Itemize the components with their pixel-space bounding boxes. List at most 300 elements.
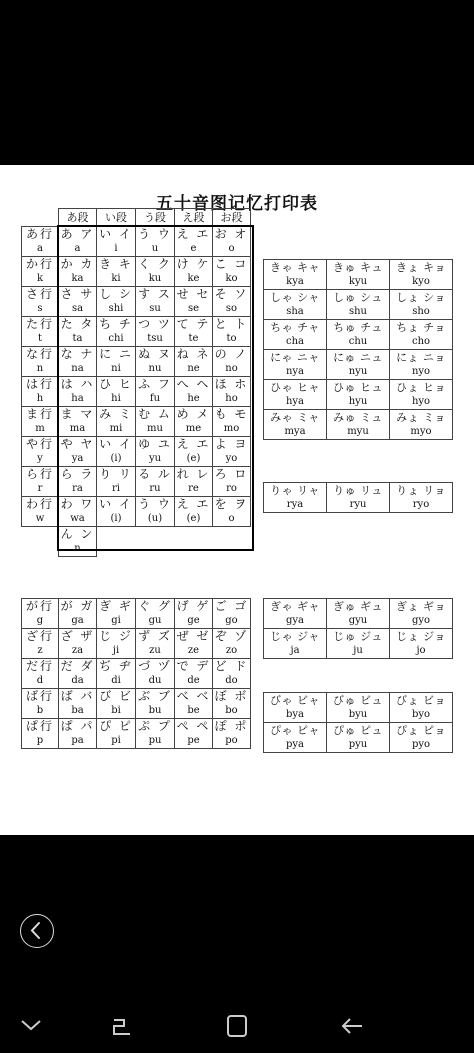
- kana-text: な ナ: [60, 347, 95, 361]
- romaji-text: pa: [71, 735, 84, 746]
- kana-text: きゅ キュ: [333, 261, 383, 274]
- kana-text: き キ: [99, 257, 133, 271]
- kana-cell: [213, 599, 251, 629]
- row-header: [22, 227, 59, 257]
- kana-text: ほ ホ: [214, 377, 249, 391]
- kana-cell: [264, 629, 327, 659]
- romaji-text: su: [149, 303, 161, 314]
- romaji-text: re: [188, 483, 199, 494]
- kana-text: ね ネ: [176, 347, 211, 361]
- kana-text: ち チ: [99, 317, 133, 331]
- kana-text: ま マ: [60, 407, 95, 421]
- kana-text: ひゃ ヒャ: [270, 381, 320, 394]
- kana-cell: [175, 227, 213, 257]
- kana-cell: [390, 483, 453, 513]
- kana-text: にょ ニョ: [396, 351, 446, 364]
- romaji-text: de: [187, 675, 200, 686]
- kana-text: い イ: [99, 497, 133, 511]
- kana-cell: [136, 347, 175, 377]
- romaji-text: ge: [187, 615, 200, 626]
- kana-cell: [59, 689, 97, 719]
- romaji-text: bu: [148, 705, 162, 716]
- kana-text: や行: [25, 437, 54, 451]
- kana-cell: [97, 599, 136, 629]
- row-header: [22, 467, 59, 497]
- romaji-text: (e): [186, 453, 201, 464]
- kana-cell: [175, 467, 213, 497]
- romaji-text: ju: [353, 645, 363, 656]
- kana-cell: [59, 629, 97, 659]
- romaji-text: (i): [110, 453, 122, 464]
- romaji-text: a: [74, 243, 81, 254]
- kana-text: ひょ ヒョ: [396, 381, 446, 394]
- yoon-r-table: [263, 482, 453, 513]
- row-header: [22, 347, 59, 377]
- romaji-text: chu: [348, 336, 368, 347]
- kana-text: ず ズ: [138, 629, 172, 643]
- kana-text: ん ン: [60, 527, 95, 541]
- kana-cell: [390, 260, 453, 290]
- romaji-text: to: [226, 333, 237, 344]
- kana-text: に ニ: [99, 347, 133, 361]
- romaji-text: nya: [285, 366, 305, 377]
- romaji-text: mya: [284, 426, 306, 437]
- table-row: [22, 659, 251, 689]
- kana-cell: [175, 347, 213, 377]
- kana-text: りょ リョ: [396, 484, 446, 497]
- romaji-text: pyo: [411, 739, 431, 750]
- kana-cell: [213, 407, 251, 437]
- kana-text: さ サ: [60, 287, 95, 301]
- kana-text: ぢ ヂ: [99, 659, 133, 673]
- romaji-text: shu: [348, 306, 367, 317]
- kana-cell: [213, 287, 251, 317]
- romaji-text: k: [36, 273, 44, 284]
- row-header: [22, 599, 59, 629]
- kana-text: ぴょ ピョ: [396, 724, 446, 737]
- row-header: [22, 497, 59, 527]
- kana-text: ぶ ブ: [138, 689, 172, 703]
- romaji-text: mo: [223, 423, 240, 434]
- kana-text: お オ: [214, 227, 249, 241]
- romaji-text: zo: [225, 645, 238, 656]
- kana-text: り リ: [99, 467, 133, 481]
- table-row: [22, 377, 251, 407]
- kana-text: しゅ シュ: [333, 291, 383, 304]
- romaji-text: du: [148, 675, 162, 686]
- kana-text: だ行: [25, 659, 54, 673]
- kana-cell: [136, 257, 175, 287]
- kana-text: ざ ザ: [60, 629, 95, 643]
- chevron-down-icon[interactable]: [20, 1018, 42, 1032]
- table-row: [22, 467, 251, 497]
- row-header: [22, 719, 59, 749]
- romaji-text: wa: [70, 513, 85, 524]
- romaji-text: ku: [148, 273, 162, 284]
- romaji-text: ta: [72, 333, 83, 344]
- kana-cell: [264, 483, 327, 513]
- romaji-text: s: [37, 303, 43, 314]
- kana-cell: [390, 290, 453, 320]
- kana-text: ぱ パ: [60, 719, 95, 733]
- kana-cell: [327, 350, 390, 380]
- kana-text: た タ: [60, 317, 95, 331]
- kana-cell: [97, 437, 136, 467]
- kana-cell: [175, 437, 213, 467]
- kana-text: ひゅ ヒュ: [333, 381, 383, 394]
- kana-text: く ク: [138, 257, 172, 271]
- kana-cell: [327, 380, 390, 410]
- kana-cell: [327, 599, 390, 629]
- table-row: [22, 629, 251, 659]
- kana-cell: [59, 347, 97, 377]
- kana-text: ぐ グ: [138, 599, 172, 613]
- column-header: う段: [136, 209, 175, 227]
- kana-cell: [264, 599, 327, 629]
- kana-text: しょ ショ: [396, 291, 446, 304]
- romaji-text: ja: [290, 645, 300, 656]
- kana-text: ば バ: [60, 689, 95, 703]
- back-arrow-icon[interactable]: [340, 1016, 364, 1036]
- romaji-text: ji: [112, 645, 120, 656]
- kana-cell: [213, 497, 251, 527]
- kana-text: う ウ: [138, 227, 172, 241]
- kana-text: ぴゅ ピュ: [333, 724, 383, 737]
- kana-cell: [59, 527, 97, 557]
- kana-cell: [136, 497, 175, 527]
- kana-text: さ行: [25, 287, 54, 301]
- table-row: [264, 320, 453, 350]
- table-row: [22, 407, 251, 437]
- kana-cell: [97, 377, 136, 407]
- yoon-dakuon-table-top: [263, 598, 453, 659]
- kana-cell: [390, 380, 453, 410]
- column-header: お段: [213, 209, 251, 227]
- kana-text: い イ: [99, 227, 133, 241]
- romaji-text: a: [37, 243, 43, 254]
- row-header: [22, 437, 59, 467]
- kana-cell: [175, 719, 213, 749]
- kana-cell: [264, 290, 327, 320]
- romaji-text: zu: [149, 645, 161, 656]
- kana-cell: [59, 497, 97, 527]
- kana-text: ば行: [25, 689, 54, 703]
- kana-text: ちゅ チュ: [333, 321, 383, 334]
- empty-cell: [97, 527, 136, 557]
- kana-cell: [59, 437, 97, 467]
- kana-cell: [97, 689, 136, 719]
- romaji-text: mu: [147, 423, 163, 434]
- romaji-text: nyu: [348, 366, 368, 377]
- empty-cell: [213, 527, 251, 557]
- kana-cell: [59, 407, 97, 437]
- romaji-text: ke: [187, 273, 200, 284]
- kana-cell: [136, 377, 175, 407]
- row-header: [22, 317, 59, 347]
- romaji-text: i: [114, 243, 118, 254]
- romaji-text: yu: [148, 453, 162, 464]
- romaji-text: me: [185, 423, 202, 434]
- kana-cell: [213, 659, 251, 689]
- romaji-text: shi: [108, 303, 124, 314]
- kana-text: む ム: [138, 407, 172, 421]
- back-button[interactable]: [20, 914, 54, 948]
- kana-cell: [97, 407, 136, 437]
- romaji-text: gi: [111, 615, 121, 626]
- kana-cell: [213, 377, 251, 407]
- kana-text: な行: [25, 347, 54, 361]
- kana-text: そ ソ: [214, 287, 249, 301]
- kana-cell: [213, 467, 251, 497]
- romaji-text: hi: [111, 393, 121, 404]
- romaji-text: u: [151, 243, 159, 254]
- kana-text: え エ: [176, 227, 211, 241]
- table-row: [264, 260, 453, 290]
- romaji-text: o: [228, 513, 235, 524]
- kana-text: よ ヨ: [214, 437, 249, 451]
- kana-cell: [175, 287, 213, 317]
- romaji-text: za: [71, 645, 84, 656]
- kana-text: じょ ジョ: [396, 630, 446, 643]
- kana-text: ぼ ボ: [214, 689, 249, 703]
- kana-cell: [97, 629, 136, 659]
- kana-text: か カ: [60, 257, 95, 271]
- table-row: [22, 347, 251, 377]
- kana-text: きょ キョ: [396, 261, 446, 274]
- kana-text: びゃ ビャ: [270, 694, 320, 707]
- kana-text: れ レ: [176, 467, 211, 481]
- kana-cell: [136, 659, 175, 689]
- kana-text: ぷ プ: [138, 719, 172, 733]
- kana-text: わ ワ: [60, 497, 95, 511]
- romaji-text: ra: [72, 483, 83, 494]
- romaji-text: so: [225, 303, 238, 314]
- row-header: [22, 257, 59, 287]
- kana-cell: [59, 659, 97, 689]
- romaji-text: ko: [225, 273, 238, 284]
- table-row: [264, 723, 453, 753]
- column-header: え段: [175, 209, 213, 227]
- kana-cell: [264, 410, 327, 440]
- romaji-text: cho: [411, 336, 431, 347]
- page-title: 五十音图记忆打印表: [156, 194, 318, 214]
- romaji-text: te: [188, 333, 199, 344]
- kana-cell: [175, 257, 213, 287]
- kana-text: え エ: [176, 497, 211, 511]
- romaji-text: rya: [286, 499, 304, 510]
- kana-text: びゅ ビュ: [333, 694, 383, 707]
- kana-text: す ス: [138, 287, 172, 301]
- romaji-text: o: [228, 243, 235, 254]
- romaji-text: sho: [412, 306, 430, 317]
- table-row: [22, 257, 251, 287]
- kana-text: た行: [25, 317, 54, 331]
- kana-text: にゃ ニャ: [270, 351, 320, 364]
- kana-cell: [59, 257, 97, 287]
- kana-text: か行: [25, 257, 54, 271]
- kana-cell: [136, 689, 175, 719]
- kana-cell: [390, 350, 453, 380]
- kana-text: の ノ: [214, 347, 249, 361]
- kana-cell: [59, 287, 97, 317]
- kana-cell: [175, 689, 213, 719]
- romaji-text: be: [187, 705, 200, 716]
- romaji-text: kyu: [348, 276, 368, 287]
- row-header: [22, 287, 59, 317]
- kana-text: し シ: [99, 287, 133, 301]
- kana-cell: [327, 693, 390, 723]
- kana-cell: [97, 497, 136, 527]
- romaji-text: pe: [187, 735, 200, 746]
- romaji-text: ya: [71, 453, 84, 464]
- romaji-text: (u): [147, 513, 163, 524]
- kana-cell: [136, 287, 175, 317]
- romaji-text: he: [187, 393, 200, 404]
- kana-text: ぎゃ ギャ: [270, 600, 320, 613]
- kana-text: ご ゴ: [214, 599, 249, 613]
- romaji-text: do: [225, 675, 238, 686]
- yoon-table: [263, 259, 453, 440]
- kana-text: げ ゲ: [176, 599, 211, 613]
- column-header: い段: [97, 209, 136, 227]
- kana-text: ぽ ポ: [214, 719, 249, 733]
- romaji-text: pya: [285, 739, 304, 750]
- romaji-text: kya: [286, 276, 304, 287]
- romaji-text: r: [37, 483, 43, 494]
- romaji-text: po: [225, 735, 238, 746]
- romaji-text: ha: [71, 393, 84, 404]
- kana-cell: [59, 317, 97, 347]
- kana-text: ま行: [25, 407, 54, 421]
- romaji-text: se: [187, 303, 200, 314]
- kana-cell: [390, 410, 453, 440]
- romaji-text: mi: [109, 423, 123, 434]
- kana-cell: [213, 317, 251, 347]
- table-row: [264, 350, 453, 380]
- row-header: [22, 629, 59, 659]
- kana-cell: [213, 257, 251, 287]
- corner-cell: [22, 209, 59, 227]
- kana-cell: [97, 227, 136, 257]
- kana-text: が行: [25, 599, 54, 613]
- kana-cell: [97, 719, 136, 749]
- kana-text: じゅ ジュ: [333, 630, 383, 643]
- kana-cell: [175, 377, 213, 407]
- kana-text: ちょ チョ: [396, 321, 446, 334]
- kana-text: びょ ビョ: [396, 694, 446, 707]
- empty-cell: [175, 527, 213, 557]
- romaji-text: fu: [149, 393, 161, 404]
- kana-cell: [390, 723, 453, 753]
- romaji-text: hyo: [411, 396, 431, 407]
- romaji-text: hya: [285, 396, 305, 407]
- kana-cell: [327, 320, 390, 350]
- romaji-text: pyu: [348, 739, 368, 750]
- kana-cell: [136, 467, 175, 497]
- row-header: [22, 377, 59, 407]
- kana-text: ぜ ゼ: [176, 629, 211, 643]
- romaji-text: tsu: [147, 333, 163, 344]
- romaji-text: sa: [71, 303, 84, 314]
- kana-text: ら ラ: [60, 467, 95, 481]
- kana-text: や ヤ: [60, 437, 95, 451]
- romaji-text: pu: [148, 735, 162, 746]
- kana-text: わ行: [25, 497, 54, 511]
- romaji-text: ni: [111, 363, 121, 374]
- kana-cell: [390, 599, 453, 629]
- column-header-row: [22, 209, 251, 227]
- romaji-text: e: [190, 243, 197, 254]
- romaji-text: cha: [285, 336, 304, 347]
- table-row: [22, 497, 251, 527]
- kana-cell: [136, 437, 175, 467]
- table-row: [22, 227, 251, 257]
- column-header: あ段: [59, 209, 97, 227]
- romaji-text: bya: [285, 709, 304, 720]
- kana-cell: [213, 437, 251, 467]
- dakuon-table: [21, 598, 251, 749]
- document-page: [0, 165, 474, 835]
- kana-cell: [136, 599, 175, 629]
- romaji-text: ma: [69, 423, 86, 434]
- kana-cell: [264, 320, 327, 350]
- kana-text: は ハ: [60, 377, 95, 391]
- empty-cell: [136, 527, 175, 557]
- kana-text: ぬ ヌ: [138, 347, 172, 361]
- romaji-text: sha: [286, 306, 304, 317]
- kana-cell: [97, 467, 136, 497]
- kana-text: う ウ: [138, 497, 172, 511]
- romaji-text: ru: [149, 483, 161, 494]
- kana-text: みょ ミョ: [396, 411, 446, 424]
- home-icon[interactable]: [226, 1014, 248, 1038]
- romaji-text: gyu: [348, 615, 368, 626]
- kana-text: え エ: [176, 437, 211, 451]
- romaji-text: nyo: [411, 366, 431, 377]
- romaji-text: di: [111, 675, 121, 686]
- table-row: [264, 629, 453, 659]
- romaji-text: y: [37, 453, 43, 464]
- romaji-text: h: [36, 393, 44, 404]
- kana-cell: [97, 347, 136, 377]
- table-row: [22, 527, 251, 557]
- romaji-text: (i): [110, 513, 122, 524]
- kana-text: ぴゃ ピャ: [270, 724, 320, 737]
- kana-text: こ コ: [214, 257, 249, 271]
- kana-text: づ ヅ: [138, 659, 172, 673]
- romaji-text: hyu: [348, 396, 368, 407]
- yoon-dakuon-table-bottom: [263, 692, 453, 753]
- kana-text: て テ: [176, 317, 211, 331]
- romaji-text: p: [36, 735, 44, 746]
- kana-cell: [97, 317, 136, 347]
- kana-text: ど ド: [214, 659, 249, 673]
- kana-text: へ ヘ: [176, 377, 211, 391]
- table-row: [264, 410, 453, 440]
- kana-cell: [97, 257, 136, 287]
- kana-text: は行: [25, 377, 54, 391]
- kana-cell: [264, 380, 327, 410]
- romaji-text: ro: [226, 483, 237, 494]
- kana-cell: [390, 629, 453, 659]
- romaji-text: myu: [347, 426, 369, 437]
- kana-cell: [175, 659, 213, 689]
- kana-cell: [327, 260, 390, 290]
- recents-icon[interactable]: [110, 1014, 134, 1038]
- kana-cell: [390, 693, 453, 723]
- kana-text: び ビ: [99, 689, 133, 703]
- kana-text: る ル: [138, 467, 172, 481]
